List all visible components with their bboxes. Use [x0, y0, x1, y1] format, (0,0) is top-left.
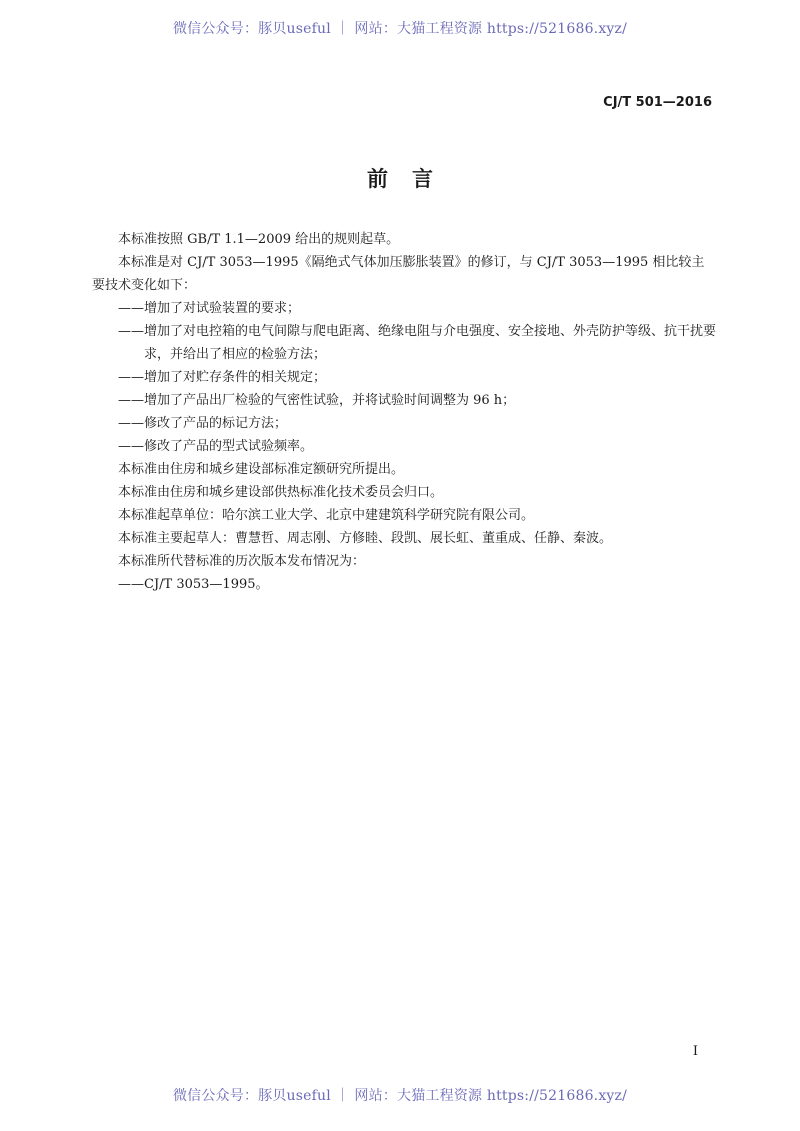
paragraph: 本标准所代替标准的历次版本发布情况为： — [118, 554, 366, 569]
paragraph: 本标准按照 GB/T 1.1—2009 给出的规则起草。 — [118, 232, 400, 247]
foreword-body — [92, 228, 717, 596]
paragraph: 本标准由住房和城乡建设部标准定额研究所提出。 — [118, 462, 405, 477]
list-item: ——增加了对贮存条件的相关规定； — [118, 370, 327, 385]
watermark-bottom: 微信公众号：豚贝useful ｜ 网站：大猫工程资源 https://521686.xyz/ — [172, 1088, 628, 1104]
page-title: 前言 — [367, 167, 457, 191]
paragraph: 本标准起草单位：哈尔滨工业大学、北京中建建筑科学研究院有限公司。 — [118, 508, 535, 523]
list-item: ——增加了产品出厂检验的气密性试验，并将试验时间调整为 96 h； — [118, 393, 516, 408]
list-item: ——修改了产品的型式试验频率。 — [118, 439, 314, 454]
list-item: ——修改了产品的标记方法； — [118, 416, 288, 431]
list-item: ——增加了对电控箱的电气间隙与爬电距离、绝缘电阻与介电强度、安全接地、外壳防护等级、抗干扰要求，并给出了相应的检验方法； — [118, 324, 717, 362]
list-item: ——CJ/T 3053—1995。 — [118, 577, 269, 592]
paragraph: 本标准是对 CJ/T 3053—1995《隔绝式气体加压膨胀装置》的修订，与 CJ/T 3053—1995 相比较主要技术变化如下： — [92, 255, 705, 293]
watermark-top: 微信公众号：豚贝useful ｜ 网站：大猫工程资源 https://521686.xyz/ — [172, 21, 628, 37]
paragraph: 本标准由住房和城乡建设部供热标准化技术委员会归口。 — [118, 485, 444, 500]
page-number: I — [692, 1044, 698, 1059]
list-item: ——增加了对试验装置的要求； — [118, 301, 301, 316]
paragraph: 本标准主要起草人：曹慧哲、周志刚、方修睦、段凯、展长虹、董重成、任静、秦波。 — [118, 531, 613, 546]
standard-code: CJ/T 501—2016 — [603, 95, 712, 110]
